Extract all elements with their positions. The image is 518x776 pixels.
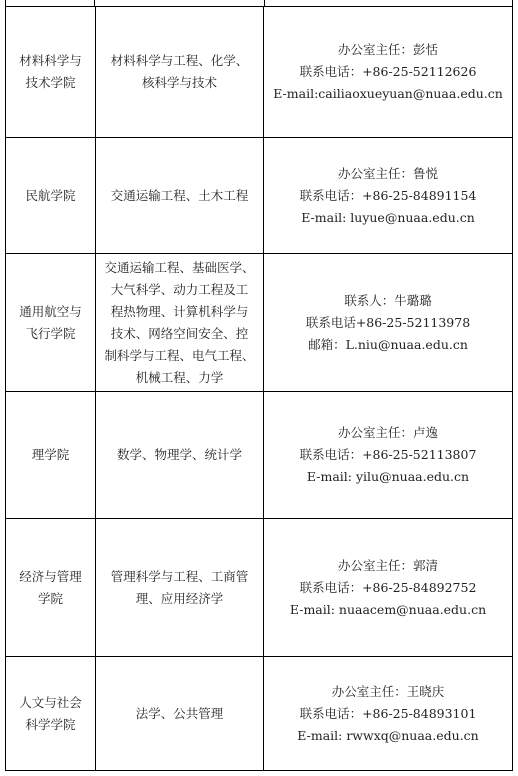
table-row bbox=[6, 519, 513, 657]
contact-email: E-mail: yilu@nuaa.edu.cn bbox=[306, 469, 470, 484]
college-cell bbox=[6, 138, 96, 254]
contact-cell bbox=[264, 7, 513, 138]
college-name-line: 经济与管理 bbox=[19, 568, 82, 584]
table-row bbox=[6, 138, 513, 254]
college-name-line: 理学院 bbox=[31, 447, 70, 462]
college-cell bbox=[6, 7, 96, 138]
contact-cell bbox=[264, 254, 513, 392]
college-name-line: 民航学院 bbox=[25, 187, 76, 203]
majors-line: 技术、网络空间安全、控 bbox=[110, 325, 249, 341]
majors-cell bbox=[96, 7, 264, 138]
college-name-line: 通用航空与 bbox=[19, 303, 82, 319]
contact-email: E-mail: nuaacem@nuaa.edu.cn bbox=[289, 601, 487, 617]
majors-cell bbox=[96, 392, 264, 519]
majors-line: 理、应用经济学 bbox=[135, 590, 224, 606]
contact-phone: 联系电话：+86-25-84893101 bbox=[299, 705, 477, 721]
table-row bbox=[6, 7, 513, 138]
majors-cell bbox=[96, 519, 264, 657]
majors-cell bbox=[96, 254, 264, 392]
contact-person: 联系人：牛璐璐 bbox=[344, 292, 432, 308]
majors-line: 法学、公共管理 bbox=[135, 705, 224, 721]
college-name-line: 学院 bbox=[37, 590, 63, 606]
contact-phone: 联系电话：+86-25-84892752 bbox=[299, 579, 477, 595]
contact-phone: 联系电话：+86-25-52112626 bbox=[299, 64, 477, 79]
majors-line: 交通运输工程、土木工程 bbox=[110, 187, 249, 203]
contact-cell bbox=[264, 138, 513, 254]
college-name-line: 技术学院 bbox=[25, 75, 76, 90]
college-name-line: 人文与社会 bbox=[19, 694, 82, 710]
college-name-line: 材料科学与 bbox=[19, 53, 82, 68]
contact-person: 办公室主任：卢逸 bbox=[337, 425, 438, 440]
table-row bbox=[6, 657, 513, 771]
majors-cell bbox=[96, 657, 264, 771]
contact-phone: 联系电话：+86-25-84891154 bbox=[299, 187, 477, 203]
majors-cell bbox=[96, 138, 264, 254]
college-name-line: 飞行学院 bbox=[25, 325, 76, 341]
contact-person: 办公室主任：彭恬 bbox=[337, 42, 438, 57]
contact-person: 办公室主任：郭清 bbox=[337, 557, 438, 573]
college-cell bbox=[6, 657, 96, 771]
contact-phone: 联系电话：+86-25-52113807 bbox=[299, 447, 477, 462]
contact-cell bbox=[264, 392, 513, 519]
contact-email: 邮箱：L.niu@nuaa.edu.cn bbox=[308, 336, 468, 352]
contact-person: 办公室主任：王晓庆 bbox=[331, 683, 445, 699]
majors-line: 数学、物理学、统计学 bbox=[116, 447, 242, 462]
contact-cell bbox=[264, 657, 513, 771]
majors-line: 大气科学、动力工程及工 bbox=[110, 281, 249, 297]
contact-cell bbox=[264, 519, 513, 657]
contact-email: E-mail: luyue@nuaa.edu.cn bbox=[301, 209, 475, 225]
contact-email: E-mail: rwwxq@nuaa.edu.cn bbox=[297, 727, 479, 743]
table-row bbox=[6, 254, 513, 392]
college-cell bbox=[6, 519, 96, 657]
contact-email: E-mail:cailiaoxueyuan@nuaa.edu.cn bbox=[273, 86, 503, 101]
college-name-line: 科学学院 bbox=[25, 716, 76, 732]
college-cell bbox=[6, 392, 96, 519]
majors-line: 材料科学与工程、化学、 bbox=[110, 53, 249, 68]
college-contact-table bbox=[5, 6, 513, 771]
contact-phone: 联系电话+86-25-52113978 bbox=[305, 314, 471, 330]
majors-line: 核科学与技术 bbox=[141, 75, 217, 90]
majors-line: 机械工程、力学 bbox=[135, 369, 224, 385]
majors-line: 程热物理、计算机科学与 bbox=[110, 303, 249, 319]
contact-person: 办公室主任：鲁悦 bbox=[337, 165, 438, 181]
table-row bbox=[6, 392, 513, 519]
majors-line: 管理科学与工程、工商管 bbox=[110, 568, 249, 584]
majors-line: 交通运输工程、基础医学、 bbox=[104, 259, 255, 275]
majors-line: 制科学与工程、电气工程、 bbox=[104, 347, 255, 363]
college-cell bbox=[6, 254, 96, 392]
